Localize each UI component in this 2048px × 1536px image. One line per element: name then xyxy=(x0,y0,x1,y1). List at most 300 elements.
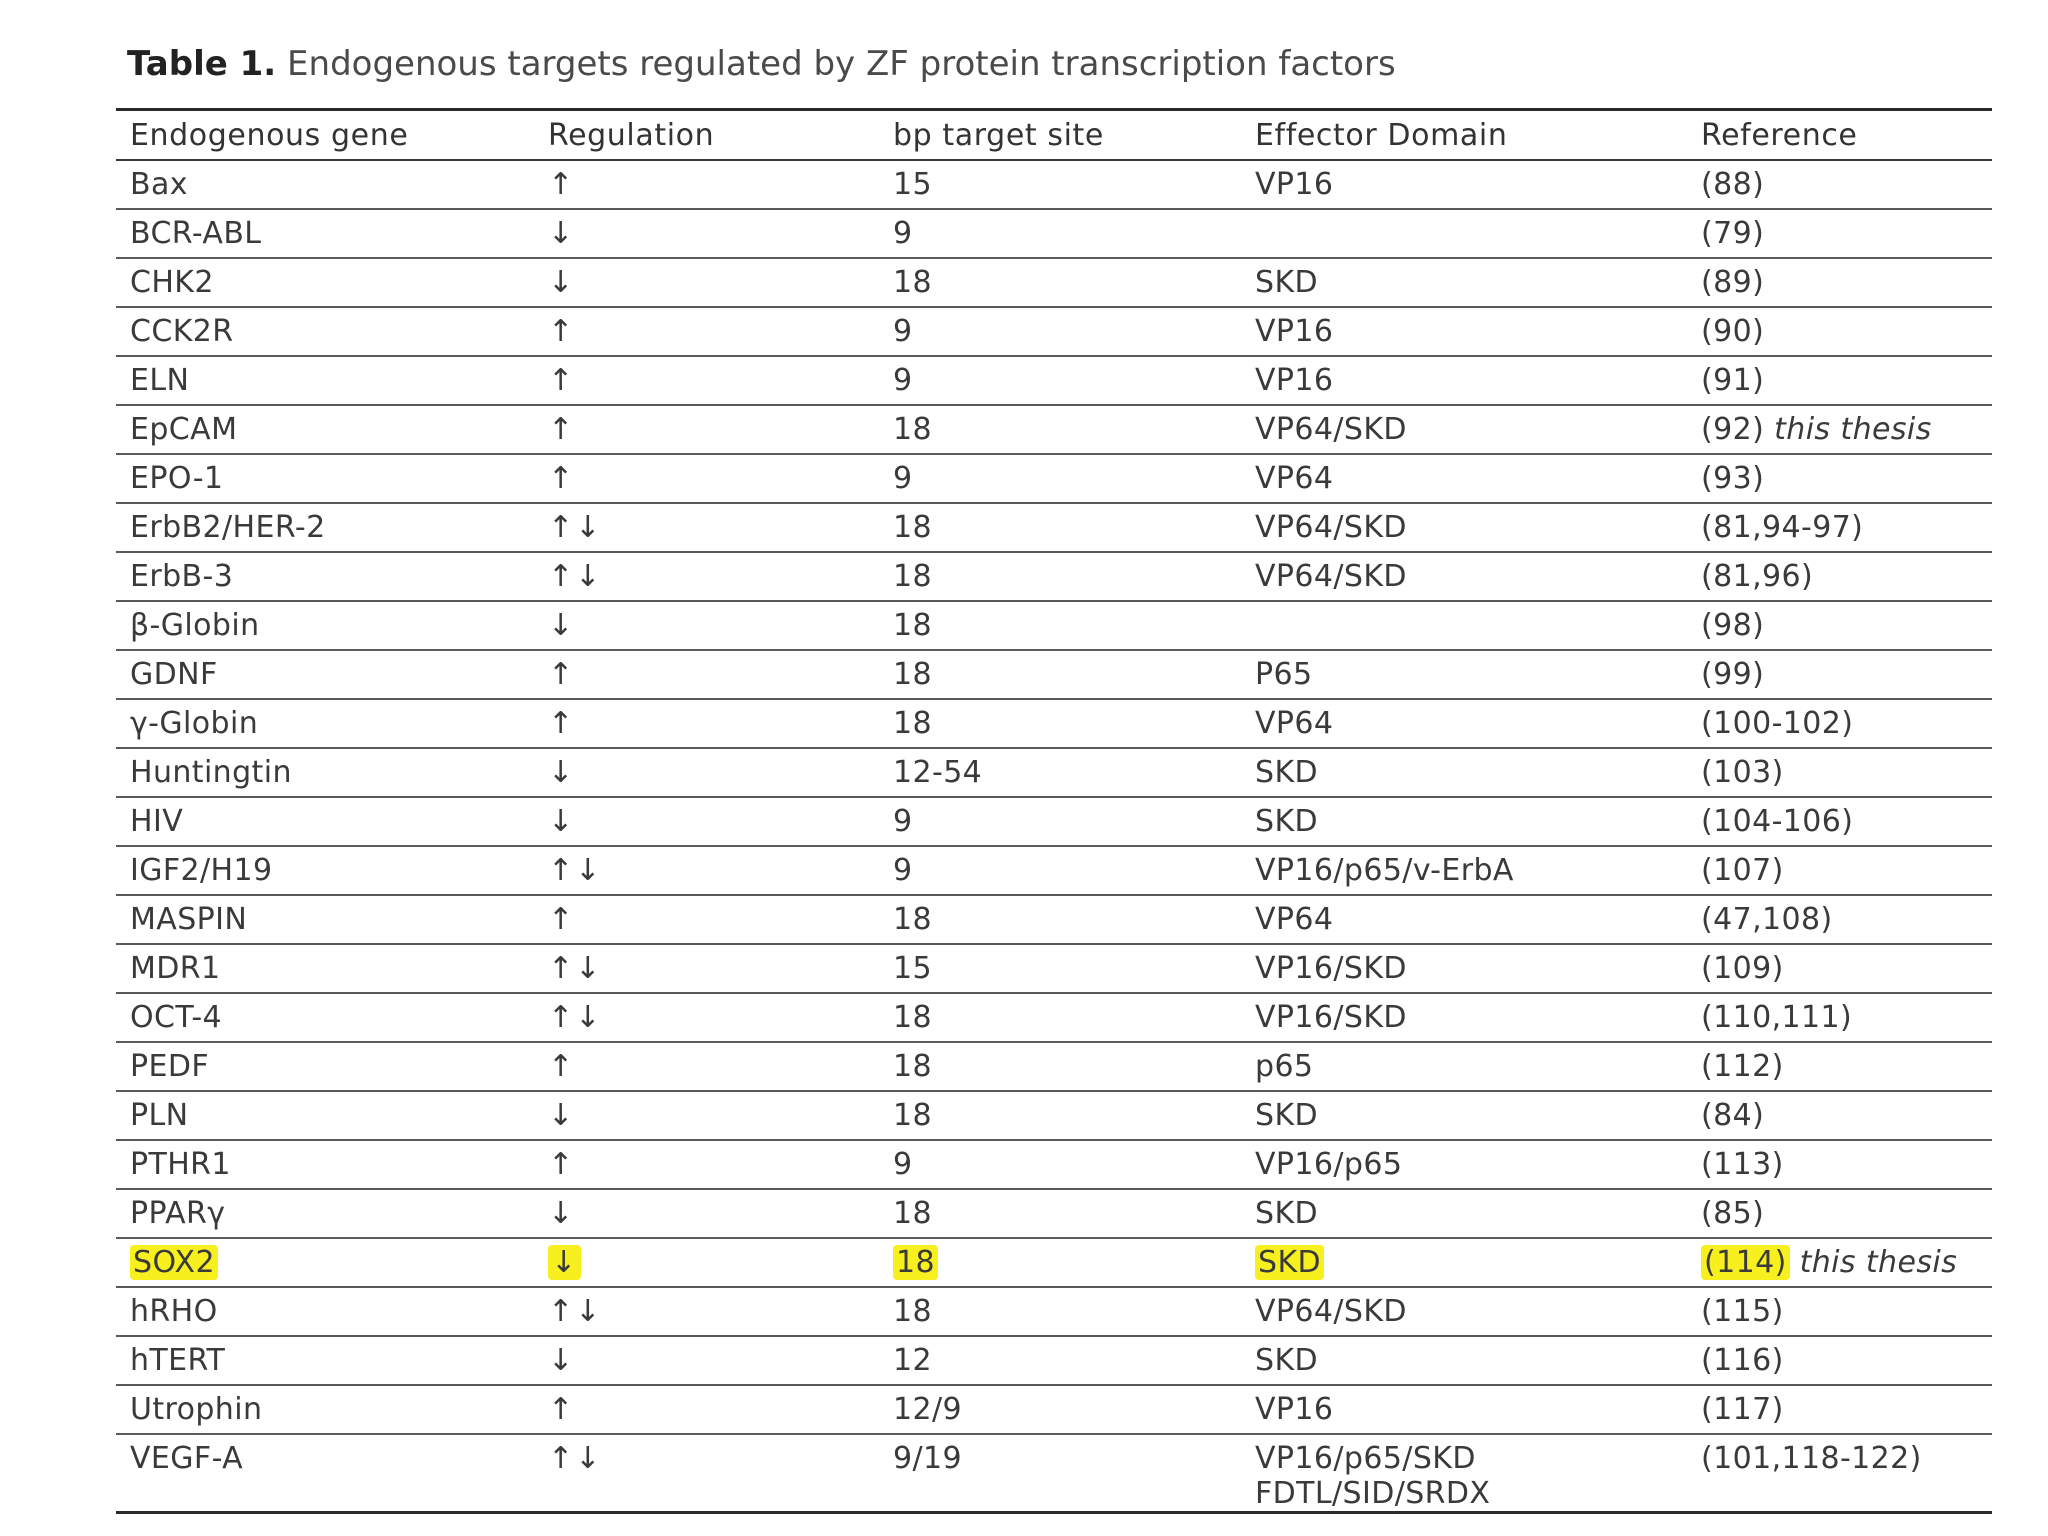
cell-reference xyxy=(1687,503,1992,552)
cell-reference-text: (84) xyxy=(1701,1098,1765,1133)
cell-bp-target-site xyxy=(879,895,1241,944)
cell-gene xyxy=(116,1189,534,1238)
table-row xyxy=(116,1336,1992,1385)
cell-bp-target-site xyxy=(879,699,1241,748)
cell-effector-domain-text: SKD xyxy=(1255,1245,1324,1280)
cell-gene-text: ELN xyxy=(130,363,190,398)
cell-bp-target-site xyxy=(879,307,1241,356)
cell-reference xyxy=(1687,797,1992,846)
cell-bp-target-site-text: 18 xyxy=(893,1049,932,1084)
cell-reference xyxy=(1687,1238,1992,1287)
cell-regulation-text: ↓ xyxy=(548,1343,576,1378)
cell-bp-target-site xyxy=(879,748,1241,797)
cell-regulation-text: ↑↓ xyxy=(548,1000,603,1035)
cell-regulation xyxy=(534,160,879,209)
cell-bp-target-site xyxy=(879,1140,1241,1189)
table-row xyxy=(116,160,1992,209)
cell-gene-text: hTERT xyxy=(130,1343,226,1378)
cell-gene xyxy=(116,699,534,748)
cell-effector-domain xyxy=(1241,405,1687,454)
cell-effector-domain xyxy=(1241,846,1687,895)
cell-gene-text: MASPIN xyxy=(130,902,248,937)
cell-reference xyxy=(1687,258,1992,307)
cell-regulation xyxy=(534,1336,879,1385)
table-row xyxy=(116,601,1992,650)
cell-effector-domain-text: VP64/SKD xyxy=(1255,1294,1407,1329)
cell-gene xyxy=(116,1336,534,1385)
cell-effector-domain xyxy=(1241,1042,1687,1091)
cell-effector-domain-text: VP16 xyxy=(1255,314,1334,349)
cell-effector-domain-text: VP16/p65/v-ErbA xyxy=(1255,853,1514,888)
cell-reference-text: (109) xyxy=(1701,951,1784,986)
table-row xyxy=(116,1434,1992,1513)
cell-reference-text: (99) xyxy=(1701,657,1765,692)
cell-reference-text: (100-102) xyxy=(1701,706,1854,741)
cell-reference-text: (91) xyxy=(1701,363,1765,398)
cell-reference-text: (47,108) xyxy=(1701,902,1833,937)
cell-gene xyxy=(116,160,534,209)
cell-bp-target-site-text: 9 xyxy=(893,853,913,888)
cell-regulation-text: ↓ xyxy=(548,804,576,839)
cell-bp-target-site-text: 18 xyxy=(893,559,932,594)
cell-regulation xyxy=(534,1238,879,1287)
cell-gene-text: SOX2 xyxy=(130,1245,218,1280)
cell-bp-target-site xyxy=(879,650,1241,699)
cell-reference xyxy=(1687,356,1992,405)
cell-bp-target-site xyxy=(879,258,1241,307)
cell-regulation xyxy=(534,307,879,356)
cell-reference xyxy=(1687,1189,1992,1238)
table-row xyxy=(116,1189,1992,1238)
cell-bp-target-site xyxy=(879,209,1241,258)
cell-bp-target-site-text: 18 xyxy=(893,1196,932,1231)
cell-gene-text: GDNF xyxy=(130,657,218,692)
cell-bp-target-site xyxy=(879,1434,1241,1513)
column-header-reference: Reference xyxy=(1701,117,1858,153)
cell-reference xyxy=(1687,405,1992,454)
cell-regulation-text: ↑ xyxy=(548,706,576,741)
cell-effector-domain-text: VP64/SKD xyxy=(1255,510,1407,545)
cell-reference-text: (116) xyxy=(1701,1343,1784,1378)
cell-effector-domain-text: SKD xyxy=(1255,755,1319,790)
cell-gene xyxy=(116,944,534,993)
cell-effector-domain xyxy=(1241,797,1687,846)
cell-effector-domain-line2: FDTL/SID/SRDX xyxy=(1255,1476,1491,1511)
cell-bp-target-site-text: 15 xyxy=(893,951,932,986)
table-row xyxy=(116,454,1992,503)
cell-regulation-text: ↑ xyxy=(548,1392,576,1427)
cell-effector-domain-text: VP16 xyxy=(1255,1392,1334,1427)
cell-reference xyxy=(1687,748,1992,797)
cell-regulation xyxy=(534,1042,879,1091)
cell-effector-domain-text: VP16/SKD xyxy=(1255,1000,1407,1035)
cell-effector-domain-text: SKD xyxy=(1255,265,1319,300)
cell-effector-domain-text: VP64 xyxy=(1255,461,1334,496)
cell-reference-text: (98) xyxy=(1701,608,1765,643)
cell-gene xyxy=(116,405,534,454)
cell-bp-target-site xyxy=(879,993,1241,1042)
cell-effector-domain xyxy=(1241,552,1687,601)
table-row xyxy=(116,699,1992,748)
cell-bp-target-site-text: 9/19 xyxy=(893,1441,962,1476)
cell-reference xyxy=(1687,1140,1992,1189)
table-row xyxy=(116,1091,1992,1140)
cell-reference-text: (85) xyxy=(1701,1196,1765,1231)
cell-regulation-text: ↑ xyxy=(548,1147,576,1182)
cell-bp-target-site-text: 12 xyxy=(893,1343,932,1378)
cell-bp-target-site-text: 15 xyxy=(893,167,932,202)
cell-effector-domain xyxy=(1241,601,1687,650)
cell-bp-target-site-text: 18 xyxy=(893,1294,932,1329)
cell-effector-domain xyxy=(1241,454,1687,503)
cell-gene xyxy=(116,454,534,503)
cell-gene-text: Utrophin xyxy=(130,1392,263,1427)
cell-bp-target-site xyxy=(879,944,1241,993)
cell-gene-text: Bax xyxy=(130,167,188,202)
cell-reference xyxy=(1687,1385,1992,1434)
cell-bp-target-site-text: 18 xyxy=(893,902,932,937)
cell-gene-text: ErbB2/HER-2 xyxy=(130,510,326,545)
cell-regulation xyxy=(534,454,879,503)
cell-gene xyxy=(116,1042,534,1091)
cell-reference xyxy=(1687,1091,1992,1140)
column-header-effector: Effector Domain xyxy=(1255,117,1508,153)
cell-effector-domain xyxy=(1241,699,1687,748)
cell-reference xyxy=(1687,895,1992,944)
cell-gene-text: IGF2/H19 xyxy=(130,853,273,888)
table-header xyxy=(116,110,1992,161)
cell-bp-target-site xyxy=(879,160,1241,209)
cell-regulation xyxy=(534,846,879,895)
table-header-row xyxy=(116,110,1992,161)
cell-effector-domain-text: SKD xyxy=(1255,804,1319,839)
cell-reference xyxy=(1687,160,1992,209)
cell-regulation xyxy=(534,552,879,601)
cell-bp-target-site xyxy=(879,846,1241,895)
cell-bp-target-site-text: 18 xyxy=(893,657,932,692)
cell-bp-target-site-text: 18 xyxy=(893,1000,932,1035)
cell-bp-target-site-text: 9 xyxy=(893,314,913,349)
cell-gene xyxy=(116,650,534,699)
cell-gene-text: ErbB-3 xyxy=(130,559,234,594)
cell-reference xyxy=(1687,1434,1992,1513)
cell-regulation xyxy=(534,1140,879,1189)
column-header-regulation: Regulation xyxy=(548,117,715,153)
cell-reference-text: (88) xyxy=(1701,167,1765,202)
cell-regulation-text: ↑↓ xyxy=(548,510,603,545)
cell-effector-domain-text: SKD xyxy=(1255,1196,1319,1231)
cell-regulation-text: ↑ xyxy=(548,314,576,349)
cell-bp-target-site xyxy=(879,1189,1241,1238)
cell-reference-text: (117) xyxy=(1701,1392,1784,1427)
cell-effector-domain xyxy=(1241,1434,1687,1513)
cell-regulation xyxy=(534,405,879,454)
cell-effector-domain-text: VP64/SKD xyxy=(1255,559,1407,594)
cell-effector-domain-text: SKD xyxy=(1255,1343,1319,1378)
cell-regulation xyxy=(534,1091,879,1140)
cell-bp-target-site-text: 9 xyxy=(893,363,913,398)
cell-bp-target-site xyxy=(879,1091,1241,1140)
cell-regulation xyxy=(534,1385,879,1434)
cell-bp-target-site-text: 9 xyxy=(893,1147,913,1182)
cell-gene xyxy=(116,1238,534,1287)
cell-gene xyxy=(116,1434,534,1513)
cell-regulation xyxy=(534,258,879,307)
cell-reference-text: (104-106) xyxy=(1701,804,1854,839)
column-header-bp: bp target site xyxy=(893,117,1104,153)
table-caption-text: Endogenous targets regulated by ZF protein transcription factors xyxy=(287,44,1396,84)
cell-gene-text: γ-Globin xyxy=(130,706,259,741)
cell-gene xyxy=(116,258,534,307)
cell-reference-text: (92) xyxy=(1701,412,1765,447)
cell-gene-text: CCK2R xyxy=(130,314,234,349)
table-row xyxy=(116,748,1992,797)
cell-reference-text: (114) xyxy=(1701,1245,1790,1280)
cell-effector-domain xyxy=(1241,356,1687,405)
cell-reference xyxy=(1687,552,1992,601)
cell-regulation-text: ↑ xyxy=(548,1049,576,1084)
cell-effector-domain xyxy=(1241,748,1687,797)
cell-regulation-text: ↓ xyxy=(548,265,576,300)
cell-effector-domain-text: VP64/SKD xyxy=(1255,412,1407,447)
cell-regulation-text: ↑ xyxy=(548,363,576,398)
cell-regulation-text: ↓ xyxy=(548,1245,581,1280)
cell-gene-text: MDR1 xyxy=(130,951,221,986)
table-row xyxy=(116,846,1992,895)
cell-reference xyxy=(1687,846,1992,895)
cell-reference xyxy=(1687,307,1992,356)
cell-effector-domain xyxy=(1241,307,1687,356)
cell-bp-target-site-text: 18 xyxy=(893,510,932,545)
targets-table xyxy=(116,108,1992,1514)
cell-regulation-text: ↑↓ xyxy=(548,1294,603,1329)
cell-regulation-text: ↓ xyxy=(548,755,576,790)
cell-effector-domain xyxy=(1241,1140,1687,1189)
cell-effector-domain-text: VP16/SKD xyxy=(1255,951,1407,986)
cell-gene-text: VEGF-A xyxy=(130,1441,244,1476)
cell-bp-target-site-text: 12/9 xyxy=(893,1392,962,1427)
cell-reference xyxy=(1687,601,1992,650)
cell-gene xyxy=(116,993,534,1042)
cell-reference-text: (101,118-122) xyxy=(1701,1441,1922,1476)
cell-effector-domain-text: VP16 xyxy=(1255,363,1334,398)
cell-reference-text: (93) xyxy=(1701,461,1765,496)
cell-regulation-text: ↓ xyxy=(548,216,576,251)
cell-gene xyxy=(116,503,534,552)
table-caption-label: Table 1. xyxy=(127,44,277,84)
cell-bp-target-site xyxy=(879,1385,1241,1434)
cell-regulation xyxy=(534,209,879,258)
cell-gene xyxy=(116,895,534,944)
cell-reference-text: (107) xyxy=(1701,853,1784,888)
cell-gene-text: Huntingtin xyxy=(130,755,292,790)
table-row xyxy=(116,552,1992,601)
cell-gene-text: HIV xyxy=(130,804,184,839)
cell-regulation-text: ↑↓ xyxy=(548,853,603,888)
cell-gene-text: PEDF xyxy=(130,1049,210,1084)
cell-regulation xyxy=(534,895,879,944)
cell-regulation-text: ↓ xyxy=(548,1196,576,1231)
cell-effector-domain xyxy=(1241,1287,1687,1336)
cell-regulation-text: ↑↓ xyxy=(548,559,603,594)
table-row xyxy=(116,993,1992,1042)
cell-regulation xyxy=(534,699,879,748)
cell-reference-text: (90) xyxy=(1701,314,1765,349)
cell-regulation xyxy=(534,993,879,1042)
cell-bp-target-site xyxy=(879,503,1241,552)
reference-note: this thesis xyxy=(1774,412,1932,447)
cell-effector-domain xyxy=(1241,1385,1687,1434)
cell-bp-target-site xyxy=(879,552,1241,601)
cell-effector-domain xyxy=(1241,993,1687,1042)
cell-bp-target-site-text: 18 xyxy=(893,706,932,741)
cell-effector-domain-text: VP16/p65 xyxy=(1255,1147,1403,1182)
cell-regulation xyxy=(534,797,879,846)
cell-effector-domain-text: P65 xyxy=(1255,657,1313,692)
cell-reference xyxy=(1687,699,1992,748)
cell-regulation-text: ↑ xyxy=(548,657,576,692)
cell-reference-text: (81,96) xyxy=(1701,559,1814,594)
table-row xyxy=(116,503,1992,552)
cell-bp-target-site xyxy=(879,601,1241,650)
table-row xyxy=(116,650,1992,699)
cell-effector-domain xyxy=(1241,209,1687,258)
cell-reference-text: (112) xyxy=(1701,1049,1784,1084)
cell-effector-domain-text: VP64 xyxy=(1255,706,1334,741)
cell-effector-domain-text: p65 xyxy=(1255,1049,1314,1084)
cell-effector-domain xyxy=(1241,944,1687,993)
cell-bp-target-site xyxy=(879,797,1241,846)
cell-bp-target-site-text: 12-54 xyxy=(893,755,983,790)
cell-gene xyxy=(116,797,534,846)
table-row xyxy=(116,307,1992,356)
cell-gene xyxy=(116,552,534,601)
cell-gene xyxy=(116,601,534,650)
cell-bp-target-site-text: 18 xyxy=(893,1098,932,1133)
cell-regulation xyxy=(534,748,879,797)
cell-reference xyxy=(1687,1336,1992,1385)
cell-effector-domain xyxy=(1241,258,1687,307)
cell-reference xyxy=(1687,454,1992,503)
cell-regulation xyxy=(534,650,879,699)
cell-effector-domain xyxy=(1241,1336,1687,1385)
cell-bp-target-site xyxy=(879,454,1241,503)
cell-regulation-text: ↑↓ xyxy=(548,1441,603,1476)
cell-bp-target-site xyxy=(879,1238,1241,1287)
cell-reference xyxy=(1687,993,1992,1042)
table-row xyxy=(116,1042,1992,1091)
table-row xyxy=(116,356,1992,405)
document-page xyxy=(116,44,1992,1514)
cell-reference-text: (110,111) xyxy=(1701,1000,1853,1035)
cell-bp-target-site-text: 18 xyxy=(893,1245,938,1280)
cell-reference xyxy=(1687,650,1992,699)
cell-effector-domain xyxy=(1241,1091,1687,1140)
cell-gene xyxy=(116,209,534,258)
cell-bp-target-site-text: 9 xyxy=(893,216,913,251)
cell-regulation xyxy=(534,356,879,405)
table-row xyxy=(116,797,1992,846)
cell-regulation-text: ↑ xyxy=(548,167,576,202)
cell-regulation xyxy=(534,1287,879,1336)
cell-reference-text: (79) xyxy=(1701,216,1765,251)
cell-gene-text: OCT-4 xyxy=(130,1000,223,1035)
table-row xyxy=(116,258,1992,307)
cell-regulation-text: ↑↓ xyxy=(548,951,603,986)
cell-gene-text: EPO-1 xyxy=(130,461,224,496)
cell-gene xyxy=(116,1140,534,1189)
cell-gene-text: PTHR1 xyxy=(130,1147,231,1182)
table-row xyxy=(116,895,1992,944)
cell-regulation xyxy=(534,944,879,993)
cell-regulation-text: ↑ xyxy=(548,902,576,937)
cell-regulation xyxy=(534,1434,879,1513)
table-row xyxy=(116,944,1992,993)
column-header-gene: Endogenous gene xyxy=(130,117,409,153)
cell-reference-text: (113) xyxy=(1701,1147,1784,1182)
cell-effector-domain xyxy=(1241,1189,1687,1238)
cell-reference xyxy=(1687,944,1992,993)
cell-reference-text: (115) xyxy=(1701,1294,1784,1329)
cell-regulation-text: ↑ xyxy=(548,461,576,496)
cell-effector-domain xyxy=(1241,895,1687,944)
cell-effector-domain xyxy=(1241,160,1687,209)
cell-reference-text: (103) xyxy=(1701,755,1784,790)
cell-bp-target-site-text: 9 xyxy=(893,461,913,496)
cell-bp-target-site-text: 18 xyxy=(893,265,932,300)
cell-bp-target-site-text: 18 xyxy=(893,608,932,643)
cell-regulation-text: ↓ xyxy=(548,1098,576,1133)
table-row xyxy=(116,1238,1992,1287)
cell-gene xyxy=(116,1385,534,1434)
cell-gene xyxy=(116,846,534,895)
cell-gene xyxy=(116,356,534,405)
cell-bp-target-site xyxy=(879,356,1241,405)
cell-reference xyxy=(1687,1287,1992,1336)
cell-regulation-text: ↑ xyxy=(548,412,576,447)
cell-regulation-text: ↓ xyxy=(548,608,576,643)
cell-bp-target-site-text: 9 xyxy=(893,804,913,839)
cell-bp-target-site xyxy=(879,1336,1241,1385)
cell-bp-target-site xyxy=(879,405,1241,454)
cell-bp-target-site-text: 18 xyxy=(893,412,932,447)
cell-gene-text: β-Globin xyxy=(130,608,260,643)
cell-gene xyxy=(116,307,534,356)
table-row xyxy=(116,1140,1992,1189)
table-row xyxy=(116,1385,1992,1434)
cell-gene xyxy=(116,1287,534,1336)
cell-effector-domain-text: SKD xyxy=(1255,1098,1319,1133)
table-row xyxy=(116,209,1992,258)
cell-gene xyxy=(116,1091,534,1140)
cell-gene xyxy=(116,748,534,797)
cell-reference xyxy=(1687,209,1992,258)
cell-gene-text: PPARγ xyxy=(130,1196,226,1231)
table-row xyxy=(116,1287,1992,1336)
cell-gene-text: BCR-ABL xyxy=(130,216,262,251)
cell-gene-text: EpCAM xyxy=(130,412,238,447)
table-row xyxy=(116,405,1992,454)
table-body xyxy=(116,160,1992,1513)
cell-gene-text: hRHO xyxy=(130,1294,218,1329)
cell-effector-domain-text: VP64 xyxy=(1255,902,1334,937)
cell-gene-text: PLN xyxy=(130,1098,189,1133)
cell-bp-target-site xyxy=(879,1042,1241,1091)
cell-bp-target-site xyxy=(879,1287,1241,1336)
cell-effector-domain xyxy=(1241,503,1687,552)
cell-gene-text: CHK2 xyxy=(130,265,214,300)
cell-effector-domain-text: VP16 xyxy=(1255,167,1334,202)
